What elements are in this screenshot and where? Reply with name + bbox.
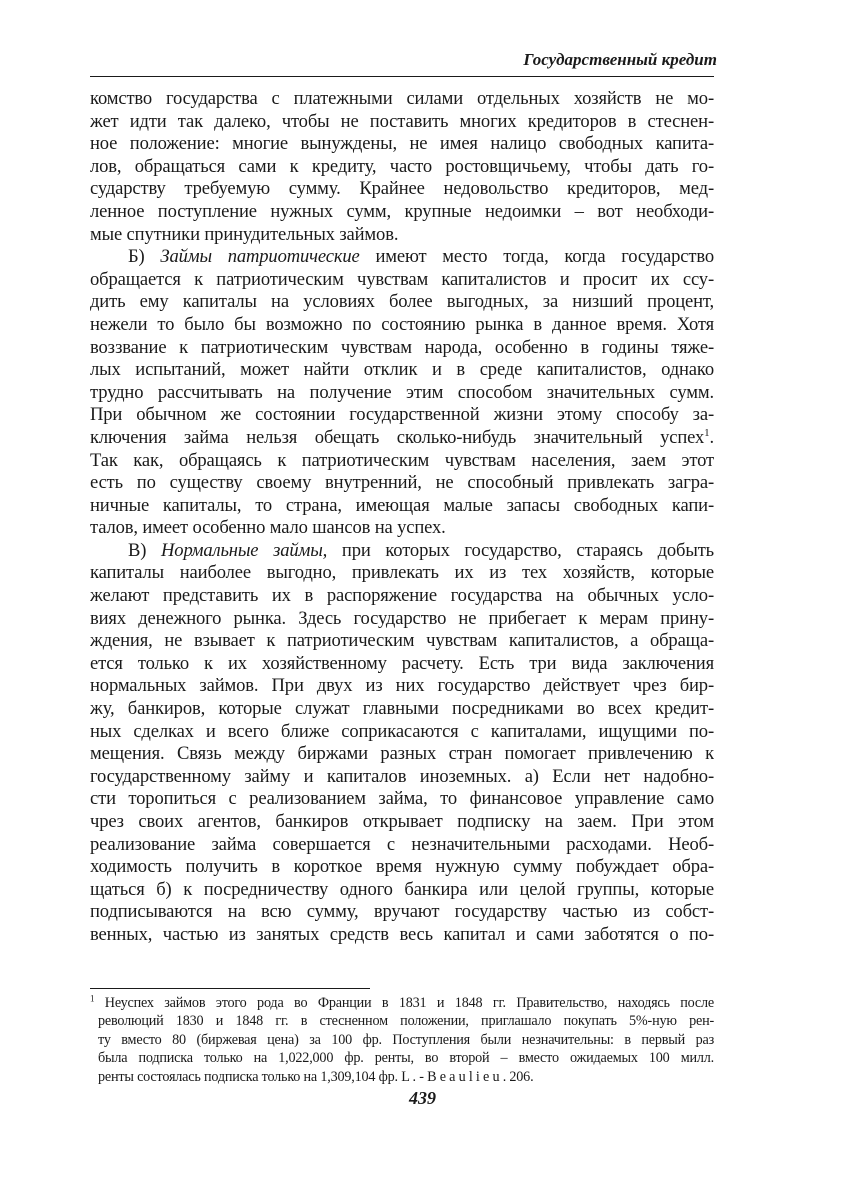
text-line: реализование займа совершается с незначительными расходами. Необ- [90, 833, 714, 855]
footnote-rule [90, 988, 370, 989]
text-line: ленное поступление нужных сумм, крупные недоимки – вот необходи- [90, 200, 714, 222]
footnote [90, 994, 714, 1086]
text-line: капиталы наиболее выгодно, привлекать их из тех хозяйств, которые [90, 562, 714, 584]
text-line: виях денежного рынка. Здесь государство не прибегает к мерам прину- [90, 607, 714, 629]
text-line: воззвание к патриотическим чувствам народа, особенно в годины тяже- [90, 336, 714, 358]
text-line: ется только к их хозяйственному расчету. Есть три вида заключения [90, 652, 714, 674]
lead-rest: при которых государство, стараясь добыть [327, 539, 714, 561]
text-line: ключения займа нельзя обещать сколько-нибудь значительный успех [90, 426, 705, 448]
section-term: Нормальные займы, [161, 539, 328, 561]
body-text [90, 88, 714, 947]
text-line: ничные капиталы, то страна, имеющая малые запасы свободных капи- [90, 494, 714, 516]
footnote-line: $^1$ Неуспех займов этого рода во Франции в 1831 и 1848 гг. Правительство, находясь после [90, 994, 714, 1011]
text-line: дить ему капиталы на условиях более выгодных, за низший процент, [90, 291, 714, 313]
text-line: ное положение: многие вынуждены, не имея налицо свободных капита- [90, 133, 714, 155]
text-line-lead [90, 540, 714, 563]
text-line: мые спутники принудительных займов. [90, 223, 399, 245]
footnote-line: ту вместо 80 (биржевая цена) за 100 фр. Поступления были незначительны: в первый раз [98, 1031, 714, 1048]
lead-prefix: В) [128, 539, 162, 561]
text-line: обращается к патриотическим чувствам капиталистов и просит их ссу- [90, 268, 714, 290]
text-line-with-footnote: ключения займа нельзя обещать сколько-нибудь значительный успех$^1$. [90, 426, 714, 448]
lead-prefix: Б) [128, 246, 161, 268]
text-line: государственному займу и капиталов иноземных. а) Если нет надобно- [90, 765, 714, 787]
text-line: ходимость получить в короткое время нужную сумму побуждает обра- [90, 856, 714, 878]
text-line: венных, частью из занятых средств весь капитал и сами заботятся о по- [90, 923, 714, 945]
footnote-line: ренты состоялась подписка только на 1,309,104 фр. L . - B e a u l i e u . 206. [98, 1068, 534, 1085]
text-line: комство государства с платежными силами отдельных хозяйств не мо- [90, 88, 714, 109]
text-line: нормальных займов. При двух из них государство действует чрез бир- [90, 675, 714, 697]
section-term: Займы патриотические [160, 246, 360, 268]
text-line: жу, банкиров, которые служат главными посредниками во всех кредит- [90, 698, 714, 720]
text-line: ждения, не взывает к патриотическим чувствам капиталистов, а обраща- [90, 630, 714, 652]
text-line: желают представить их в распоряжение государства на обычных усло- [90, 585, 714, 607]
paragraph-1 [90, 88, 714, 246]
text-line: ных сделках и всего ближе соприкасаются с капиталами, ищущими по- [90, 720, 714, 742]
text-line-lead [90, 246, 714, 269]
text-line: жет идти так далеко, чтобы не поставить многих кредиторов в стеснен- [90, 110, 714, 132]
text-line: лов, обращаться сами к кредиту, часто ростовщичьему, чтобы дать го- [90, 155, 714, 177]
text-line: лых испытаний, может найти отклик и в среде капиталистов, однако [90, 359, 714, 381]
text-line: нежели то было бы возможно по состоянию рынка в данное время. Хотя [90, 313, 714, 335]
header-rule [90, 76, 714, 77]
footnote-ref[interactable]: 1 [704, 426, 710, 439]
text-line: трудно рассчитывать на получение этим способом значительных сумм. [90, 381, 714, 403]
text-line: мещения. Связь между биржами разных стран помогает привлечению к [90, 743, 714, 765]
footnote-line: революций 1830 и 1848 гг. в стесненном положении, приглашало покупать 5%-ную рен- [98, 1013, 714, 1030]
text-line: Так как, обращаясь к патриотическим чувствам населения, заем этот [90, 449, 714, 471]
text-line: сударству требуемую сумму. Крайнее недовольство кредиторов, мед- [90, 178, 714, 200]
text-line: чрез своих агентов, банкиров открывает подписку на заем. При этом [90, 811, 714, 832]
paragraph-3 [90, 540, 714, 947]
text-line: щаться б) к посредничеству одного банкира или целой группы, которые [90, 878, 714, 900]
text-line: есть по существу своему внутренний, не способный привлекать загра- [90, 472, 714, 494]
page-number: 439 [409, 1088, 436, 1108]
text-line: При обычном же состоянии государственной жизни этому способу за- [90, 404, 714, 426]
footnote-line: была подписка только на 1,022,000 фр. ренты, во второй – вместо ожидаемых 100 милл. [98, 1050, 714, 1067]
text-line: подписываются на всю сумму, вручают государству частью из собст- [90, 901, 714, 923]
paragraph-2 [90, 246, 714, 540]
lead-rest: имеют место тогда, когда государство [359, 246, 714, 268]
running-header: Государственный кредит [523, 50, 717, 69]
text-line: талов, имеет особенно мало шансов на успех. [90, 517, 446, 539]
text-line: сти торопиться с реализованием займа, то финансовое управление само [90, 788, 714, 810]
footnote-marker: 1 [90, 994, 95, 1004]
